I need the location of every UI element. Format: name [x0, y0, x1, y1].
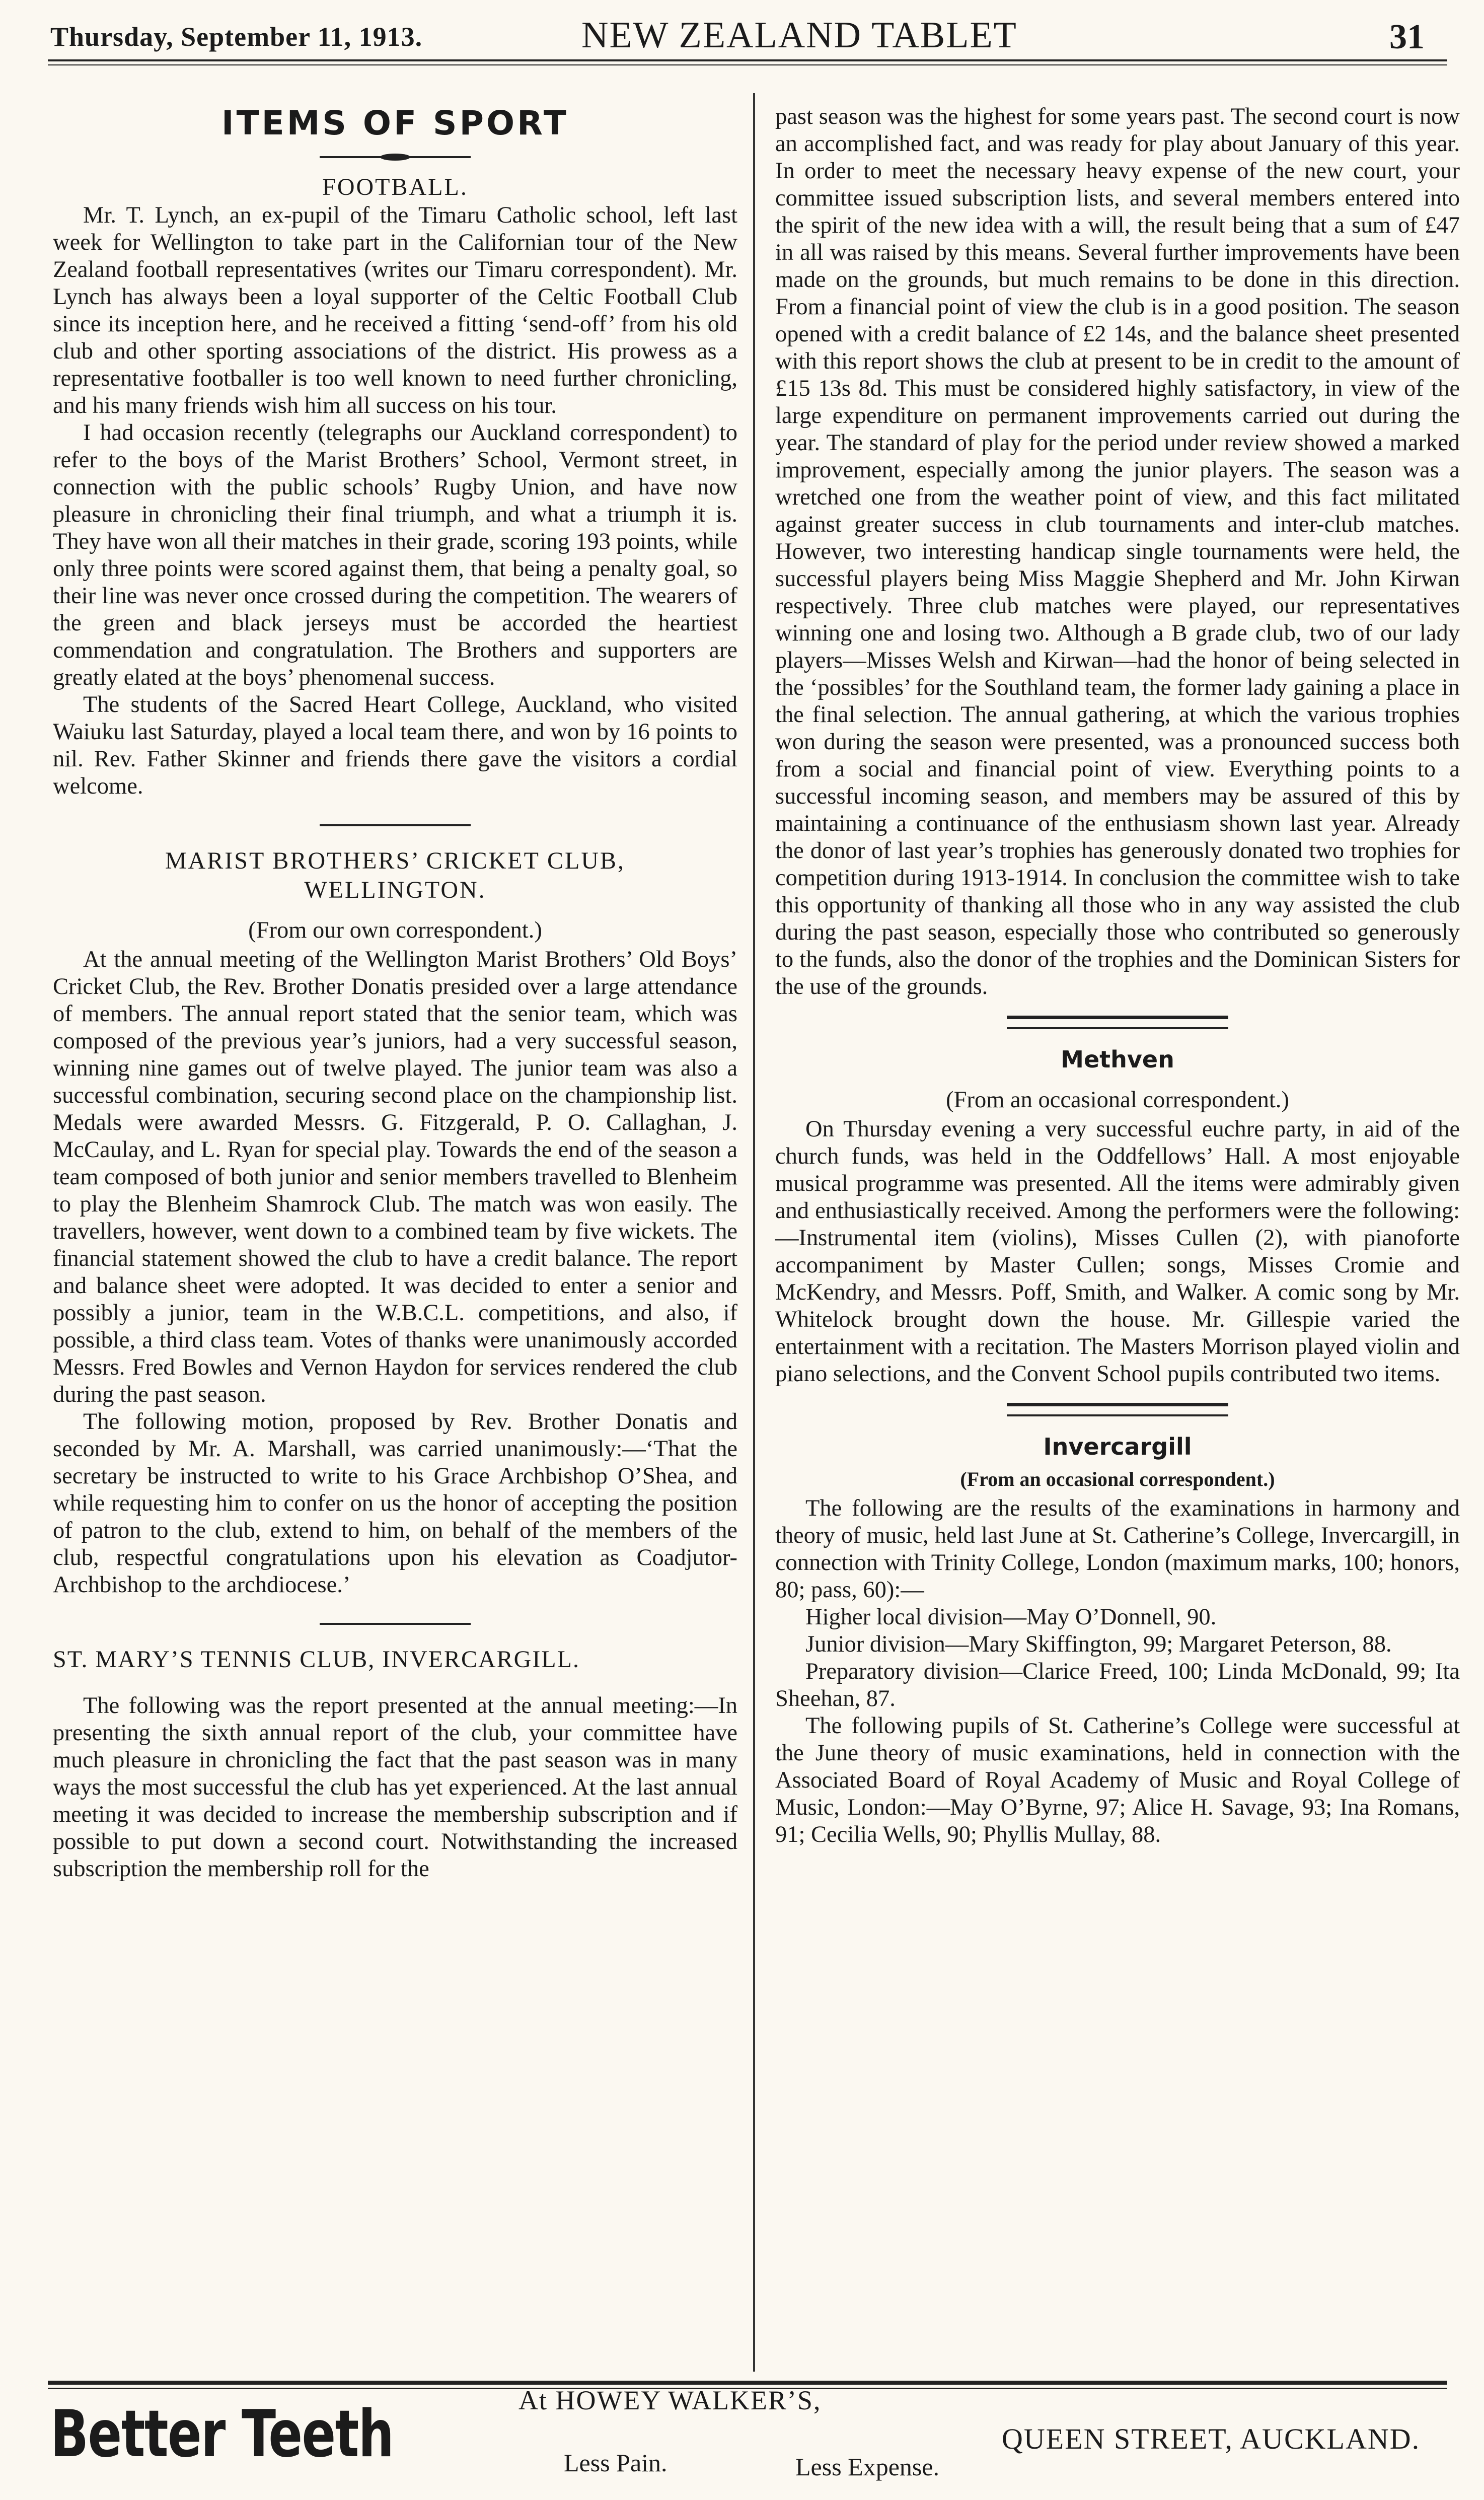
- ad-at: At HOWEY WALKER’S,: [518, 2385, 822, 2415]
- football-paragraph: I had occasion recently (telegraphs our Auckland correspondent) to refer to the boys of the Marist Brothers’ School, Vermont street, in connection with the public schools’ Rugby Union, and have now pleasure in chronicling their final triumph, and what a triumph it is. They have won all their matches in their grade, scoring 193 points, while only three points were scored against them, that being a penalty goal, so their line was never once crossed during the competition. The wearers of the green and black jerseys must be accorded the heartiest commendation and congratulation. The Brothers and supporters are greatly elated at the boys’ phenomenal success.: [53, 420, 737, 690]
- cricket-paragraph: The following motion, proposed by Rev. Brother Donatis and seconded by Mr. A. Marshall, was carried unanimously:—‘That the secretary be instructed to write to his Grace Archbishop O’Shea, and while requesting him to confer on us the honor of accepting the position of patron to the club, extend to him, on behalf of the members of the club, respectful congratulations upon his elevation as Coadjutor-Archbishop to the archdiocese.’: [53, 1409, 737, 1598]
- double-rule: [1007, 1016, 1228, 1029]
- cricket-byline: (From our own correspondent.): [248, 917, 542, 943]
- football-paragraph: Mr. T. Lynch, an ex-pupil of the Timaru Catholic school, left last week for Wellington to take part in the Californian tour of the New Zealand football representatives (writes our Timaru correspondent). Mr. Lynch has always been a loyal supporter of the Celtic Football Club since its inception here, and he received a fitting ‘send-off’ from his old club and other sporting associations of the district. His prowess as a representative footballer is too well known to need further chronicling, and his many friends wish him all success on his tour.: [53, 202, 737, 418]
- methven-byline: (From an occasional correspondent.): [946, 1087, 1289, 1113]
- cricket-heading: MARIST BROTHERS’ CRICKET CLUB,: [165, 847, 626, 874]
- tennis-heading: ST. MARY’S TENNIS CLUB, INVERCARGILL.: [53, 1646, 580, 1673]
- newspaper-title: NEW ZEALAND TABLET: [581, 15, 1017, 56]
- left-column: [53, 98, 737, 1883]
- right-column: [775, 103, 1460, 1848]
- section-title: ITEMS OF SPORT: [221, 104, 569, 142]
- ad-less-pain: Less Pain.: [564, 2449, 667, 2477]
- advertisement: [45, 2367, 1450, 2497]
- invercargill-closing: The following pupils of St. Catherine’s College were successful at the June theory of music examinations, held in connection with the Associated Board of Royal Academy of Music and Royal College of Music, London:—May O’Byrne, 97; Alice H. Savage, 93; Ina Romans, 91; Cecilia Wells, 90; Phyllis Mullay, 88.: [775, 1713, 1460, 1847]
- football-paragraph: The students of the Sacred Heart College, Auckland, who visited Waiuku last Saturday, played a local team there, and won by 16 points to nil. Rev. Father Skinner and friends there gave the visitors a cordial welcome.: [53, 692, 737, 799]
- exam-result: Junior division—Mary Skiffington, 99; Margaret Peterson, 88.: [805, 1631, 1392, 1657]
- tennis-paragraph: The following was the report presented at the annual meeting:—In presenting the sixth annual report of the club, your committee have much pleasure in chronicling the fact that the past season was in many ways the most successful the club has yet experienced. At the last annual meeting it was decided to increase the membership subscription and if possible to put down a second court. Notwithstanding the increased subscription the membership roll for the: [53, 1693, 737, 1882]
- masthead: [45, 14, 1445, 59]
- issue-date: Thursday, September 11, 1913.: [50, 22, 423, 52]
- exam-result: Higher local division—May O’Donnell, 90.: [805, 1604, 1217, 1630]
- header-rule-thick: [48, 59, 1447, 61]
- invercargill-intro: The following are the results of the examinations in harmony and theory of music, held last June at St. Catherine’s College, Invercargill, in connection with Trinity College, London (maximum marks, 100; honors, 80; pass, 60):—: [775, 1495, 1460, 1603]
- ad-address: QUEEN STREET, AUCKLAND.: [1002, 2422, 1421, 2455]
- methven-paragraph: On Thursday evening a very successful euchre party, in aid of the church funds, was held in the Oddfellows’ Hall. A most enjoyable musical programme was presented. All the items were admirably given and enthusiastically received. Among the performers were the following:—Instrumental item (violins), Misses Cullen (2), with pianoforte accompaniment by Master Cullen; songs, Misses Cromie and McKendry, and Messrs. Poff, Smith, and Walker. A comic song by Mr. Whitelock brought down the house. Mr. Gillespie varied the entertainment with a recitation. The Masters Morrison played violin and piano selections, and the Convent School pupils contributed two items.: [775, 1116, 1460, 1387]
- invercargill-byline: (From an occasional correspondent.): [960, 1468, 1275, 1490]
- methven-heading: Methven: [1061, 1046, 1174, 1073]
- tennis-continued: past season was the highest for some years past. The second court is now an accomplished fact, and was ready for play about January of this year. In order to meet the necessary heavy expense of the new court, your committee issued subscription lists, and several members entered into the spirit of the new idea with a will, the result being that a sum of £47 in all was raised by this means. Several further improvements have been made on the grounds, but much remains to be done in this direction. From a financial point of view the club is in a good position. The season opened with a credit balance of £2 14s, and the balance sheet presented with this report shows the club at present to be in credit to the amount of £15 13s 8d. This must be considered highly satisfactory, in view of the large expenditure on permanent improvements carried out during the year. The standard of play for the period under review showed a marked improvement, especially among the junior players. The season was a wretched one from the weather point of view, and this fact militated against greater success in club tournaments and inter-club matches. However, two interesting handicap single tournaments were held, the successful players being Miss Maggie Shepherd and Mr. John Kirwan respectively. Three club matches were played, our representatives winning one and losing two. Although a B grade club, two of our lady players—Misses Welsh and Kirwan—had the honor of being selected in the ‘possibles’ for the Southland team, the former lady gaining a place in the final selection. The annual gathering, at which the various trophies won during the season were presented, was a pronounced success both from a social and financial point of view. Everything points to a successful incoming season, and members may be assured of this by maintaining a continuance of the enthusiasm shown last year. Already the donor of last year’s trophies has generously donated two trophies for competition during 1913-1914. In conclusion the committee wish to take this opportunity of thanking all those who in any way assisted the club during the past season, especially those who contributed so generously to the funds, also the donor of the trophies and the Dominican Sisters for the use of the grounds.: [775, 104, 1460, 999]
- section-divider: [320, 824, 471, 826]
- invercargill-heading: Invercargill: [1043, 1433, 1192, 1460]
- double-rule: [1007, 1403, 1228, 1416]
- header-rule-thin: [48, 64, 1447, 65]
- exam-result: Preparatory division—Clarice Freed, 100; Linda McDonald, 99; Ita Sheehan, 87.: [775, 1659, 1460, 1711]
- section-divider: [320, 1623, 471, 1625]
- cricket-paragraph: At the annual meeting of the Wellington Marist Brothers’ Old Boys’ Cricket Club, the Rev. Brother Donatis presided over a large attendance of members. The annual report stated that the senior team, which was composed of the previous year’s juniors, had a very successful season, winning nine games out of twelve played. The junior team was also a successful combination, securing second place on the championship list. Medals were awarded Messrs. G. Fitzgerald, P. O. Callaghan, J. McCaulay, and L. Ryan for special play. Towards the end of the season a team composed of both junior and senior members travelled to Blenheim to play the Blenheim Shamrock Club. The match was won easily. The travellers, however, went down to a combined team by five wickets. The financial statement showed the club to have a credit balance. The report and balance sheet were adopted. It was decided to enter a senior and possibly a junior, team in the W.B.C.L. competitions, and also, if possible, a third class team. Votes of thanks were unanimously accorded Messrs. Fred Bowles and Vernon Haydon for services rendered the club during the past season.: [53, 947, 737, 1407]
- column-divider: [753, 93, 755, 2372]
- page-number: 31: [1389, 18, 1425, 56]
- ad-less-expense: Less Expense.: [795, 2453, 940, 2481]
- football-heading: FOOTBALL.: [322, 174, 468, 200]
- ornament-divider: [320, 151, 471, 164]
- cricket-heading-location: WELLINGTON.: [304, 877, 486, 903]
- ad-brand: Better Teeth: [50, 2397, 394, 2472]
